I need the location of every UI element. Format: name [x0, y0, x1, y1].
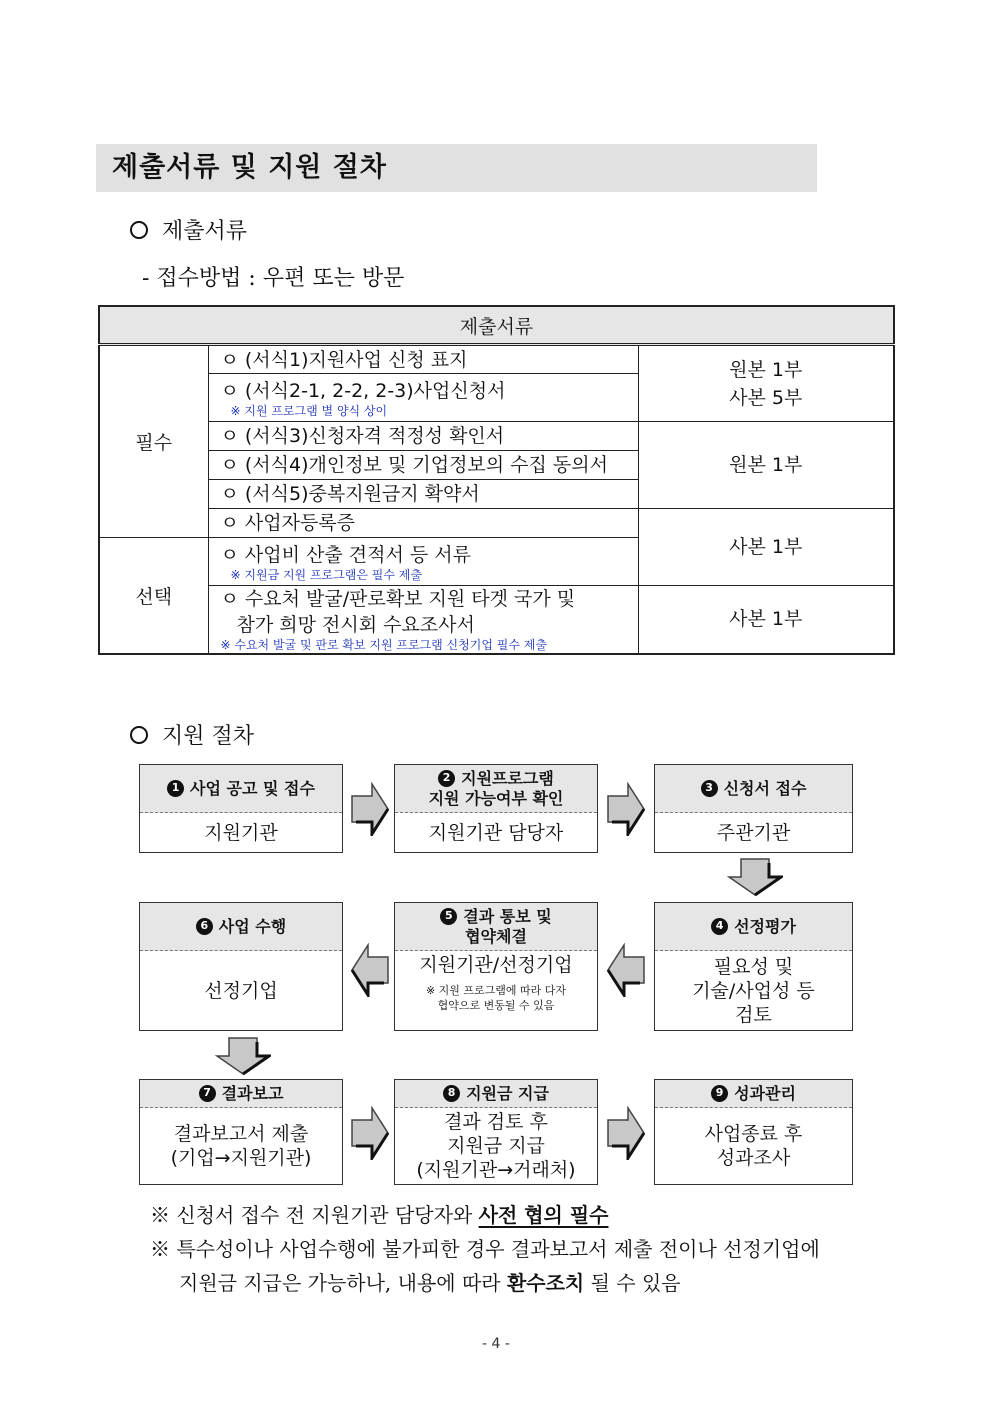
doc-item: ㅇ (서식1)지원사업 신청 표지 — [208, 345, 638, 374]
doc-item-text: ㅇ 사업비 산출 견적서 등 서류 — [220, 543, 471, 566]
step-box-7 — [139, 1079, 343, 1185]
circle-bullet-icon — [130, 221, 148, 239]
step-number-icon: 6 — [196, 918, 213, 935]
step-body: 지원기관 — [204, 821, 278, 844]
arrow-down-icon — [215, 1036, 271, 1076]
category-optional: 선택 — [99, 538, 208, 654]
arrow-right-icon — [350, 782, 390, 836]
step-body-text: 지원금 지급 — [447, 1135, 545, 1157]
step-box-5 — [394, 902, 598, 1031]
quantity-copy: 사본 5부 — [729, 386, 803, 409]
circle-bullet-icon — [130, 726, 148, 744]
step-body — [655, 951, 852, 1030]
step-title: 지원 가능여부 확인 — [428, 788, 564, 808]
doc-note: ※ 수요처 발굴 및 판로 확보 지원 프로그램 신청기업 필수 제출 — [220, 638, 547, 653]
doc-item-text: 참가 희망 전시회 수요조사서 — [236, 614, 475, 637]
step-body: 지원기관 담당자 — [428, 821, 564, 844]
step-box-1 — [139, 764, 343, 853]
step-body — [395, 1108, 597, 1184]
footnote-2: ※ 특수성이나 사업수행에 불가피한 경우 결과보고서 제출 전이나 선정기업에 — [150, 1237, 820, 1261]
step-number-icon: 3 — [701, 780, 718, 797]
table-row — [99, 345, 894, 374]
quantity-original: 원본 1부 — [729, 358, 803, 381]
step-header — [395, 765, 597, 813]
step-body-text: 결과보고서 제출 — [173, 1123, 309, 1145]
step-note — [426, 983, 566, 1013]
footnote-1 — [150, 1198, 608, 1232]
step-title: 성과관리 — [734, 1083, 796, 1103]
doc-item: ㅇ (서식3)신청자격 적정성 확인서 — [208, 422, 638, 451]
step-box-6 — [139, 902, 343, 1031]
step-body-text: 지원기관/선정기업 — [419, 954, 573, 976]
footnote-2-cont — [179, 1266, 681, 1300]
table-header-row — [99, 306, 894, 345]
step-body — [395, 951, 597, 1030]
step-box-2 — [394, 764, 598, 853]
doc-item: ㅇ (서식5)중복지원금지 확약서 — [208, 480, 638, 509]
step-body: 주관기관 — [716, 821, 791, 844]
documents-table — [98, 305, 895, 655]
arrow-down-icon — [727, 857, 783, 897]
step-title: 지원금 지급 — [466, 1083, 549, 1103]
step-title: 신청서 접수 — [723, 778, 807, 798]
step-header — [655, 1080, 852, 1108]
step-header — [140, 1080, 342, 1108]
quantity-cell: 원본 1부 — [638, 422, 894, 509]
step-body-text: 결과 검토 후 — [444, 1111, 548, 1133]
step-box-4 — [654, 902, 853, 1031]
step-body: 선정기업 — [204, 979, 278, 1002]
quantity-cell: 사본 1부 — [638, 509, 894, 586]
arrow-right-icon — [606, 782, 646, 836]
documents-heading — [130, 214, 247, 245]
quantity-cell — [638, 345, 894, 422]
step-header — [395, 1080, 597, 1108]
step-number-icon: 2 — [438, 770, 455, 787]
step-header — [140, 765, 342, 813]
step-body-text: (지원기관→거래처) — [416, 1159, 576, 1181]
step-number-icon: 8 — [443, 1085, 460, 1102]
table-row — [99, 509, 894, 538]
footnote-emphasis: 환수조치 — [506, 1271, 585, 1295]
arrow-left-icon — [606, 943, 646, 997]
step-body-text: 성과조사 — [716, 1147, 791, 1169]
doc-item: ㅇ 사업자등록증 — [208, 509, 638, 538]
doc-item: ㅇ (서식4)개인정보 및 기업정보의 수집 동의서 — [208, 451, 638, 480]
step-title: 결과보고 — [221, 1083, 284, 1103]
step-note-line: ※ 지원 프로그램에 따라 다자 — [425, 984, 567, 997]
table-row — [99, 422, 894, 451]
documents-heading-text: 제출서류 — [162, 219, 248, 244]
procedure-heading — [130, 719, 254, 750]
step-title: 결과 통보 및 — [463, 906, 552, 926]
category-required: 필수 — [99, 345, 208, 538]
doc-item-text: ㅇ 수요처 발굴/판로확보 지원 타겟 국가 및 — [220, 588, 576, 611]
step-box-3 — [654, 764, 853, 853]
doc-item — [208, 586, 638, 654]
step-title: 사업 수행 — [218, 916, 287, 936]
doc-item — [208, 374, 638, 422]
doc-note: ※ 지원금 지원 프로그램은 필수 제출 — [230, 567, 422, 582]
arrow-right-icon — [350, 1106, 390, 1160]
step-header — [395, 903, 597, 951]
step-box-8 — [394, 1079, 598, 1185]
step-title: 협약체결 — [465, 926, 527, 946]
step-title: 사업 공고 및 접수 — [190, 778, 315, 798]
page-number: - 4 - — [482, 1336, 510, 1352]
step-box-9 — [654, 1079, 853, 1185]
step-header — [140, 903, 342, 951]
step-body-text: 검토 — [735, 1003, 772, 1026]
step-title: 지원프로그램 — [461, 768, 554, 788]
table-header: 제출서류 — [99, 306, 894, 345]
step-title: 선정평가 — [734, 916, 796, 936]
step-note-line: 협약으로 변동될 수 있음 — [437, 999, 555, 1012]
step-body-text: 사업종료 후 — [704, 1123, 803, 1145]
doc-note: ※ 지원 프로그램 별 양식 상이 — [230, 403, 388, 418]
step-body-text: 필요성 및 — [713, 955, 794, 978]
submission-method: - 접수방법 : 우편 또는 방문 — [142, 266, 405, 291]
step-body — [140, 1108, 342, 1184]
arrow-right-icon — [606, 1106, 646, 1160]
step-body — [655, 1108, 852, 1184]
arrow-left-icon — [350, 943, 390, 997]
step-header — [655, 765, 852, 813]
step-header — [655, 903, 852, 951]
step-number-icon: 9 — [711, 1085, 728, 1102]
quantity-cell: 사본 1부 — [638, 586, 894, 654]
doc-item-text: ㅇ (서식2-1, 2-2, 2-3)사업신청서 — [220, 379, 506, 402]
table-row — [99, 586, 894, 654]
footnote-text: 될 수 있음 — [584, 1271, 681, 1295]
procedure-heading-text: 지원 절차 — [162, 724, 255, 749]
step-body-text: 기술/사업성 등 — [692, 979, 815, 1002]
step-number-icon: 5 — [440, 908, 457, 925]
footnote-emphasis: 사전 협의 필수 — [478, 1203, 609, 1227]
step-body-text: (기업→지원기관) — [170, 1147, 312, 1169]
section-title: 제출서류 및 지원 절차 — [96, 144, 817, 192]
step-number-icon: 1 — [167, 780, 184, 797]
step-number-icon: 4 — [711, 918, 728, 935]
footnote-text: 지원금 지급은 가능하나, 내용에 따라 — [179, 1271, 507, 1295]
step-number-icon: 7 — [199, 1085, 216, 1102]
doc-item — [208, 538, 638, 586]
footnote-text: ※ 신청서 접수 전 지원기관 담당자와 — [150, 1203, 479, 1227]
